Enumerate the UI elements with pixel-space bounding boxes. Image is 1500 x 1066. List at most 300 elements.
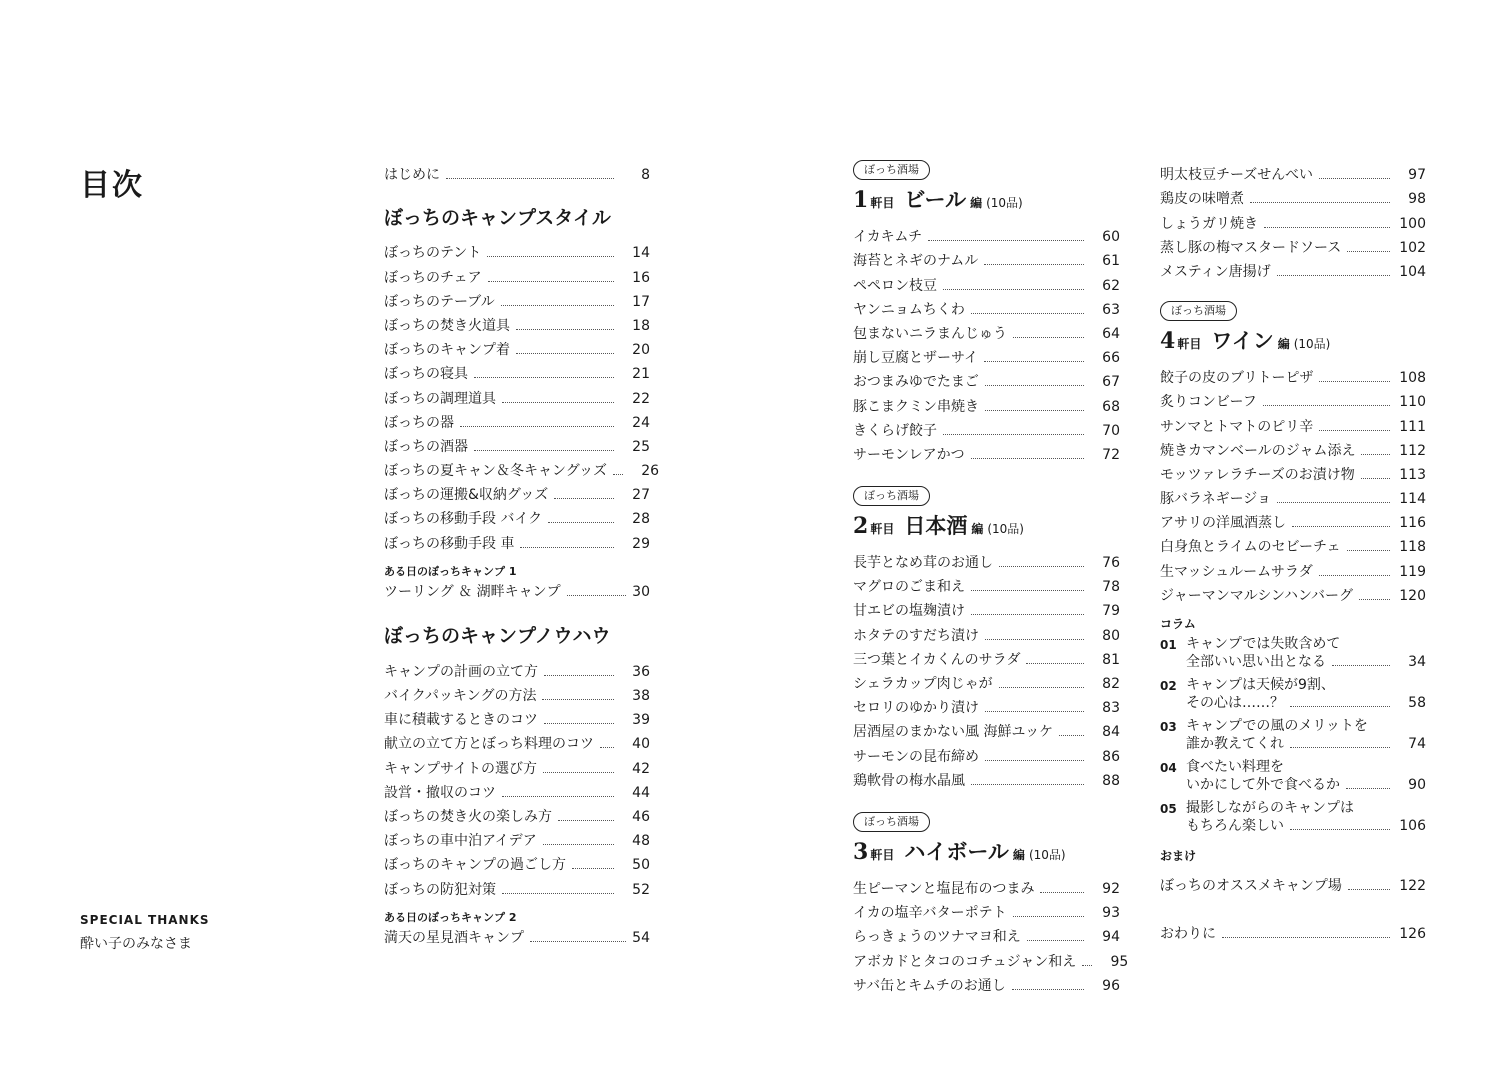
bar-tag-wrap <box>853 158 1120 180</box>
toc-entry[interactable] <box>384 456 660 480</box>
toc-entry[interactable] <box>384 705 650 729</box>
toc-entry-page: 112 <box>1399 442 1426 459</box>
toc-entry[interactable] <box>384 504 650 528</box>
toc-entry-label: 生マッシュルームサラダ <box>1160 563 1313 580</box>
leader-dots <box>928 240 1084 241</box>
toc-entry-label: 満天の星見酒キャンプ <box>384 929 524 946</box>
toc-entry[interactable] <box>853 246 1120 270</box>
sub-heading-camp-1: ある日のぼっちキャンプ 1 <box>384 564 517 578</box>
toc-entry-label: ホタテのすだち漬け <box>853 627 979 644</box>
leader-dots <box>544 723 614 724</box>
toc-entry-page: 54 <box>632 929 650 946</box>
toc-entry[interactable] <box>853 319 1120 343</box>
toc-entry[interactable] <box>1160 508 1426 532</box>
toc-entry-page: 93 <box>1102 905 1120 922</box>
toc-entry-page: 38 <box>632 688 650 704</box>
toc-entry-page: 26 <box>641 463 660 480</box>
toc-entry[interactable] <box>853 270 1120 294</box>
toc-entry-label: 生ピーマンと塩昆布のつまみ <box>853 880 1035 897</box>
toc-entry[interactable] <box>1160 556 1426 580</box>
column-entry[interactable] <box>1160 799 1426 835</box>
toc-entry-page: 122 <box>1399 878 1426 894</box>
bar-tag: ぼっち酒場 <box>853 812 930 832</box>
toc-entry[interactable] <box>853 440 1120 464</box>
leader-dots <box>1082 965 1092 966</box>
column-line-2: もちろん楽しい <box>1186 817 1284 834</box>
toc-entry-camp-2[interactable] <box>384 925 650 947</box>
bar-section-1 <box>853 158 1120 464</box>
leader-dots <box>502 893 614 894</box>
leader-dots <box>600 747 614 748</box>
toc-entry-page: 60 <box>1102 229 1120 246</box>
toc-entry[interactable] <box>1160 581 1426 605</box>
toc-entry-label: ぼっちの車中泊アイデア <box>384 833 537 850</box>
bar-heading <box>853 510 1120 542</box>
toc-entry[interactable] <box>1160 484 1426 508</box>
bar-heading <box>853 184 1120 216</box>
toc-entry-page: 76 <box>1102 555 1120 572</box>
leader-dots <box>1264 227 1390 228</box>
toc-entry[interactable] <box>384 383 650 407</box>
toc-entry-page: 104 <box>1399 263 1426 280</box>
toc-entry-intro[interactable] <box>384 160 650 184</box>
leader-dots <box>572 868 614 869</box>
toc-entry-label: はじめに <box>384 167 440 184</box>
leader-dots <box>1347 251 1390 252</box>
toc-entry-label: 明太枝豆チーズせんべい <box>1160 167 1314 184</box>
toc-entry-label: おつまみゆでたまご <box>853 374 979 391</box>
bar-section-3 <box>853 810 1129 995</box>
toc-entry-label: イカの塩辛バターポテト <box>853 905 1007 922</box>
leader-dots <box>1290 829 1390 830</box>
column-number: 02 <box>1160 678 1177 693</box>
toc-entry-label: 海苔とネギのナムル <box>853 253 979 270</box>
toc-entry-page: 120 <box>1399 587 1426 604</box>
toc-entry[interactable] <box>1160 233 1426 257</box>
leader-dots <box>567 595 627 596</box>
bar-tag: ぼっち酒場 <box>853 486 930 506</box>
toc-entry-page: 52 <box>632 881 650 898</box>
toc-entry-label: ぼっちのキャンプ着 <box>384 342 510 359</box>
leader-dots <box>1290 706 1390 707</box>
leader-dots <box>971 458 1084 459</box>
toc-entry-label: ぼっちのチェア <box>384 269 482 286</box>
toc-entry-label: ぼっちの焚き火道具 <box>384 317 510 334</box>
leader-dots <box>1040 892 1084 893</box>
toc-entry-page: 82 <box>1102 676 1120 692</box>
toc-entry-label: キャンプサイトの選び方 <box>384 760 538 777</box>
bar-3-continued-list <box>1160 160 1426 281</box>
toc-entry[interactable] <box>853 572 1120 596</box>
leader-dots <box>943 434 1084 435</box>
toc-entry-page: 116 <box>1399 515 1426 532</box>
toc-entry-page: 126 <box>1399 926 1426 943</box>
toc-column-1 <box>384 160 660 947</box>
toc-entry[interactable] <box>384 528 650 552</box>
toc-entry-label: 長芋となめ茸のお通し <box>853 555 993 572</box>
bar-hen-label: 編 <box>1277 336 1290 351</box>
leader-dots <box>516 353 614 354</box>
column-body <box>1186 799 1426 835</box>
toc-entry[interactable] <box>853 741 1120 765</box>
leader-dots <box>544 675 614 676</box>
toc-entry[interactable] <box>853 898 1120 922</box>
toc-entry-label: ぼっちのオススメキャンプ場 <box>1160 878 1342 894</box>
toc-entry-label: ヤンニョムちくわ <box>853 301 965 318</box>
column-line-2-wrap <box>1186 776 1426 794</box>
leader-dots <box>985 639 1084 640</box>
toc-entry[interactable] <box>384 432 650 456</box>
column-entry[interactable] <box>1160 676 1426 712</box>
toc-entry[interactable] <box>853 295 1120 319</box>
leader-dots <box>971 590 1084 591</box>
toc-entry-label: きくらげ餃子 <box>853 422 937 439</box>
toc-entry[interactable] <box>384 778 650 802</box>
toc-entry[interactable] <box>1160 208 1426 232</box>
toc-entry-label: しょうガリ焼き <box>1160 215 1258 232</box>
toc-entry-omake[interactable] <box>1160 871 1426 895</box>
leader-dots <box>1263 405 1390 406</box>
toc-entry-page: 16 <box>632 269 650 286</box>
toc-entry[interactable] <box>1160 387 1426 411</box>
toc-entry-page: 36 <box>632 663 650 680</box>
bar-count: (10品) <box>1293 336 1331 351</box>
leader-dots <box>487 256 614 257</box>
leader-dots <box>1319 575 1390 576</box>
toc-entry-label: ぼっちの器 <box>384 414 454 431</box>
column-body <box>1186 635 1426 671</box>
toc-entry-label: サバ缶とキムチのお通し <box>853 977 1006 994</box>
toc-entry-page: 39 <box>632 712 650 729</box>
toc-entry[interactable] <box>384 408 650 432</box>
leader-dots <box>971 784 1084 785</box>
column-number: 01 <box>1160 637 1177 652</box>
toc-entry-page: 18 <box>632 317 650 334</box>
toc-entry-page: 88 <box>1102 772 1120 789</box>
toc-entry-page: 48 <box>632 833 650 850</box>
toc-entry[interactable] <box>853 971 1120 995</box>
bar-hen-label: 編 <box>970 196 983 210</box>
toc-entry-page: 97 <box>1408 167 1426 184</box>
leader-dots <box>1346 788 1390 789</box>
toc-entry-page: 72 <box>1102 446 1120 463</box>
toc-entry[interactable] <box>1160 160 1426 184</box>
toc-entry-page: 58 <box>1408 694 1426 711</box>
toc-entry-page: 98 <box>1408 191 1426 208</box>
toc-entry-page: 100 <box>1399 215 1426 232</box>
toc-entry[interactable] <box>853 222 1120 246</box>
toc-entry-label: メスティン唐揚げ <box>1160 263 1271 280</box>
toc-entry[interactable] <box>384 681 650 705</box>
toc-entry-label: セロリのゆかり漬け <box>853 700 979 717</box>
toc-entry-label: 白身魚とライムのセビーチェ <box>1160 539 1341 556</box>
toc-entry[interactable] <box>1160 532 1426 556</box>
column-list <box>1160 635 1426 835</box>
toc-entry[interactable] <box>384 262 650 286</box>
column-number: 04 <box>1160 760 1177 775</box>
bar-hen-label: 編 <box>1012 847 1025 862</box>
toc-entry[interactable] <box>853 645 1120 669</box>
toc-entry-label: 炙りコンビーフ <box>1160 394 1257 411</box>
sub-heading-camp-2: ある日のぼっちキャンプ 2 <box>384 910 517 924</box>
toc-entry-camp-1[interactable] <box>384 579 650 601</box>
leader-dots <box>1250 202 1390 203</box>
toc-entry-page: 70 <box>1102 422 1120 439</box>
toc-entry-page: 111 <box>1399 418 1426 435</box>
section-style-list <box>384 238 660 552</box>
leader-dots <box>1027 940 1084 941</box>
toc-entry-label: 鶏皮の味噌煮 <box>1160 191 1244 208</box>
column-line-2-wrap <box>1186 653 1426 671</box>
toc-entry-page: 96 <box>1102 977 1120 994</box>
toc-entry-label: マグロのごま和え <box>853 579 965 596</box>
toc-entry-page: 42 <box>632 760 650 777</box>
toc-entry[interactable] <box>853 596 1120 620</box>
leader-dots <box>1222 937 1390 938</box>
bar-ken-label: 軒目 <box>870 196 895 210</box>
toc-entry-label: 蒸し豚の梅マスタードソース <box>1160 239 1342 256</box>
bar-number: 1 <box>853 187 869 213</box>
leader-dots <box>1319 430 1390 431</box>
toc-entry[interactable] <box>1160 363 1426 387</box>
bar-tag-wrap <box>853 484 1120 506</box>
toc-entry[interactable] <box>1160 184 1426 208</box>
leader-dots <box>1013 916 1084 917</box>
toc-entry-page: 79 <box>1102 603 1120 620</box>
leader-dots <box>1012 989 1084 990</box>
special-thanks-label: SPECIAL THANKS <box>80 913 210 927</box>
toc-entry[interactable] <box>384 359 650 383</box>
column-body <box>1186 676 1426 712</box>
toc-entry[interactable] <box>384 874 650 898</box>
toc-entry[interactable] <box>853 416 1120 440</box>
column-entry[interactable] <box>1160 717 1426 753</box>
toc-entry-page: 83 <box>1102 700 1120 717</box>
toc-entry-label: 包まないニラまんじゅう <box>853 325 1007 342</box>
leader-dots <box>558 820 614 821</box>
toc-entry-page: 78 <box>1102 579 1120 596</box>
leader-dots <box>548 522 614 523</box>
leader-dots <box>1361 454 1390 455</box>
leader-dots <box>542 699 614 700</box>
toc-entry[interactable] <box>384 335 650 359</box>
toc-entry[interactable] <box>1160 460 1426 484</box>
bar-section-4 <box>1160 299 1426 605</box>
leader-dots <box>943 289 1084 290</box>
column-line-2: その心は……？ <box>1186 694 1284 711</box>
toc-entry[interactable] <box>1160 411 1426 435</box>
column-line-1: キャンプでは失敗含めて <box>1186 635 1341 652</box>
toc-entry-outro[interactable] <box>1160 919 1426 943</box>
toc-entry-page: 90 <box>1408 776 1426 793</box>
toc-entry[interactable] <box>384 238 650 262</box>
toc-entry-page: 94 <box>1102 929 1120 946</box>
toc-entry-label: ぼっちの調理道具 <box>384 390 496 407</box>
leader-dots <box>985 711 1084 712</box>
toc-entry-page: 20 <box>632 342 650 359</box>
toc-entry-label: アサリの洋風酒蒸し <box>1160 515 1286 532</box>
leader-dots <box>985 760 1084 761</box>
bar-4-block <box>1160 299 1426 605</box>
toc-entry-page: 62 <box>1102 277 1120 294</box>
toc-entry-page: 95 <box>1110 953 1129 970</box>
column-entry[interactable] <box>1160 635 1426 671</box>
toc-entry-page: 67 <box>1102 374 1120 391</box>
column-number: 05 <box>1160 801 1177 816</box>
toc-entry[interactable] <box>384 850 650 874</box>
leader-dots <box>1277 502 1390 503</box>
toc-entry-label: らっきょうのツナマヨ和え <box>853 929 1021 946</box>
toc-entry-label: ぼっちの移動手段 車 <box>384 535 515 552</box>
leader-dots <box>1319 178 1390 179</box>
toc-entry-label: ぼっちのキャンプの過ごし方 <box>384 857 566 874</box>
toc-entry-label: ツーリング ＆ 湖畔キャンプ <box>384 583 561 600</box>
toc-entry[interactable] <box>853 874 1120 898</box>
toc-entry[interactable] <box>853 693 1120 717</box>
toc-entry-label: おわりに <box>1160 926 1216 943</box>
toc-entry-page: 106 <box>1399 817 1426 834</box>
bar-tag-wrap <box>853 810 1120 832</box>
column-entry[interactable] <box>1160 758 1426 794</box>
toc-entry-page: 27 <box>632 487 650 504</box>
leader-dots <box>1347 550 1390 551</box>
toc-entry[interactable] <box>853 367 1120 391</box>
leader-dots <box>1059 735 1084 736</box>
toc-entry-page: 21 <box>632 366 650 383</box>
leader-dots <box>502 402 614 403</box>
toc-entry[interactable] <box>853 343 1120 367</box>
leader-dots <box>460 426 614 427</box>
toc-entry[interactable] <box>853 669 1120 693</box>
toc-entry-label: イカキムチ <box>853 229 923 246</box>
toc-entry[interactable] <box>853 391 1120 415</box>
toc-entry-label: 焼きカマンベールのジャム添え <box>1160 442 1356 459</box>
omake-heading: おまけ <box>1160 848 1197 863</box>
toc-entry[interactable] <box>853 620 1120 644</box>
toc-entry[interactable] <box>1160 436 1426 460</box>
leader-dots <box>971 313 1084 314</box>
toc-entry-label: サンマとトマトのピリ辛 <box>1160 418 1314 435</box>
leader-dots <box>1348 889 1390 890</box>
column-line-2-wrap <box>1186 694 1426 712</box>
toc-entry[interactable] <box>384 729 650 753</box>
leader-dots <box>613 474 623 475</box>
toc-entry[interactable] <box>384 480 650 504</box>
leader-dots <box>984 361 1084 362</box>
toc-entry[interactable] <box>384 802 650 826</box>
bar-ken-label: 軒目 <box>870 847 895 862</box>
page-title: 目次 <box>80 168 144 203</box>
toc-entry[interactable] <box>853 946 1129 970</box>
leader-dots <box>520 547 614 548</box>
toc-entry-label: ぼっちの防犯対策 <box>384 881 496 898</box>
toc-entry-page: 86 <box>1102 748 1120 765</box>
column-line-2-wrap <box>1186 817 1426 835</box>
leader-dots <box>474 377 614 378</box>
toc-entry[interactable] <box>384 826 650 850</box>
column-line-1: 撮影しながらのキャンプは <box>1186 799 1354 816</box>
toc-entry-label: ぼっちの焚き火の楽しみ方 <box>384 808 552 825</box>
toc-entry[interactable] <box>384 311 650 335</box>
column-line-2: 誰か教えてくれ <box>1186 735 1284 752</box>
special-thanks-name: 酔い子のみなさま <box>80 936 192 952</box>
leader-dots <box>501 305 614 306</box>
leader-dots <box>446 178 614 179</box>
leader-dots <box>474 450 614 451</box>
toc-entry[interactable] <box>853 548 1120 572</box>
leader-dots <box>999 687 1084 688</box>
toc-column-4 <box>1160 160 1426 943</box>
toc-entry-label: サーモンの昆布締め <box>853 748 979 765</box>
bar-number: 2 <box>853 512 869 539</box>
bar-count: (10品) <box>986 196 1023 210</box>
leader-dots <box>971 614 1084 615</box>
column-body <box>1186 758 1426 794</box>
toc-entry-page: 50 <box>632 857 650 874</box>
toc-entry-page: 81 <box>1102 651 1120 668</box>
leader-dots <box>543 772 614 773</box>
bar-number: 4 <box>1160 327 1176 354</box>
leader-dots <box>554 498 614 499</box>
toc-entry-page: 113 <box>1399 466 1426 483</box>
section-knowhow-list <box>384 657 650 899</box>
toc-entry-label: ぼっちの酒器 <box>384 438 468 455</box>
toc-entry-page: 29 <box>632 535 650 552</box>
toc-entry-page: 22 <box>632 390 650 407</box>
column-line-2-wrap <box>1186 735 1426 753</box>
toc-entry-page: 92 <box>1102 880 1120 897</box>
leader-dots <box>1361 478 1390 479</box>
leader-dots <box>502 796 614 797</box>
toc-entry[interactable] <box>853 922 1120 946</box>
leader-dots <box>999 566 1084 567</box>
leader-dots <box>985 385 1084 386</box>
toc-entry-label: バイクパッキングの方法 <box>384 688 537 704</box>
toc-entry-page: 118 <box>1399 539 1426 556</box>
toc-entry[interactable] <box>384 657 650 681</box>
toc-entry-page: 30 <box>632 583 650 600</box>
toc-entry-page: 119 <box>1399 563 1426 580</box>
toc-entry-page: 68 <box>1102 398 1120 415</box>
toc-entry-page: 63 <box>1102 301 1120 318</box>
toc-entry[interactable] <box>384 287 650 311</box>
column-line-1: キャンプは天候が9割、 <box>1186 676 1335 693</box>
toc-entry-label: ぼっちの運搬&収納グッズ <box>384 487 549 504</box>
toc-entry[interactable] <box>853 717 1120 741</box>
leader-dots <box>1013 337 1084 338</box>
toc-entry-label: ぼっちの移動手段 バイク <box>384 511 543 528</box>
toc-entry-page: 66 <box>1102 350 1120 367</box>
column-line-2: いかにして外で食べるか <box>1186 776 1340 793</box>
toc-entry[interactable] <box>1160 257 1426 281</box>
toc-entry-label: 鶏軟骨の梅水晶風 <box>853 772 965 789</box>
bar-name: ワイン <box>1211 327 1274 353</box>
toc-entry-label: 居酒屋のまかない風 海鮮ユッケ <box>853 724 1054 741</box>
toc-entry-label: 豚こまクミン串焼き <box>853 398 979 415</box>
toc-entry[interactable] <box>853 766 1120 790</box>
leader-dots <box>488 281 614 282</box>
leader-dots <box>543 844 614 845</box>
toc-entry-label: ジャーマンマルシンハンバーグ <box>1160 587 1354 604</box>
leader-dots <box>516 329 614 330</box>
toc-entry[interactable] <box>384 753 650 777</box>
bar-heading <box>1160 325 1426 357</box>
toc-entry-label: ぼっちの寝具 <box>384 366 468 383</box>
bar-number: 3 <box>853 838 869 865</box>
column-body <box>1186 717 1426 753</box>
toc-entry-page: 34 <box>1408 653 1426 670</box>
toc-entry-page: 44 <box>632 784 650 801</box>
